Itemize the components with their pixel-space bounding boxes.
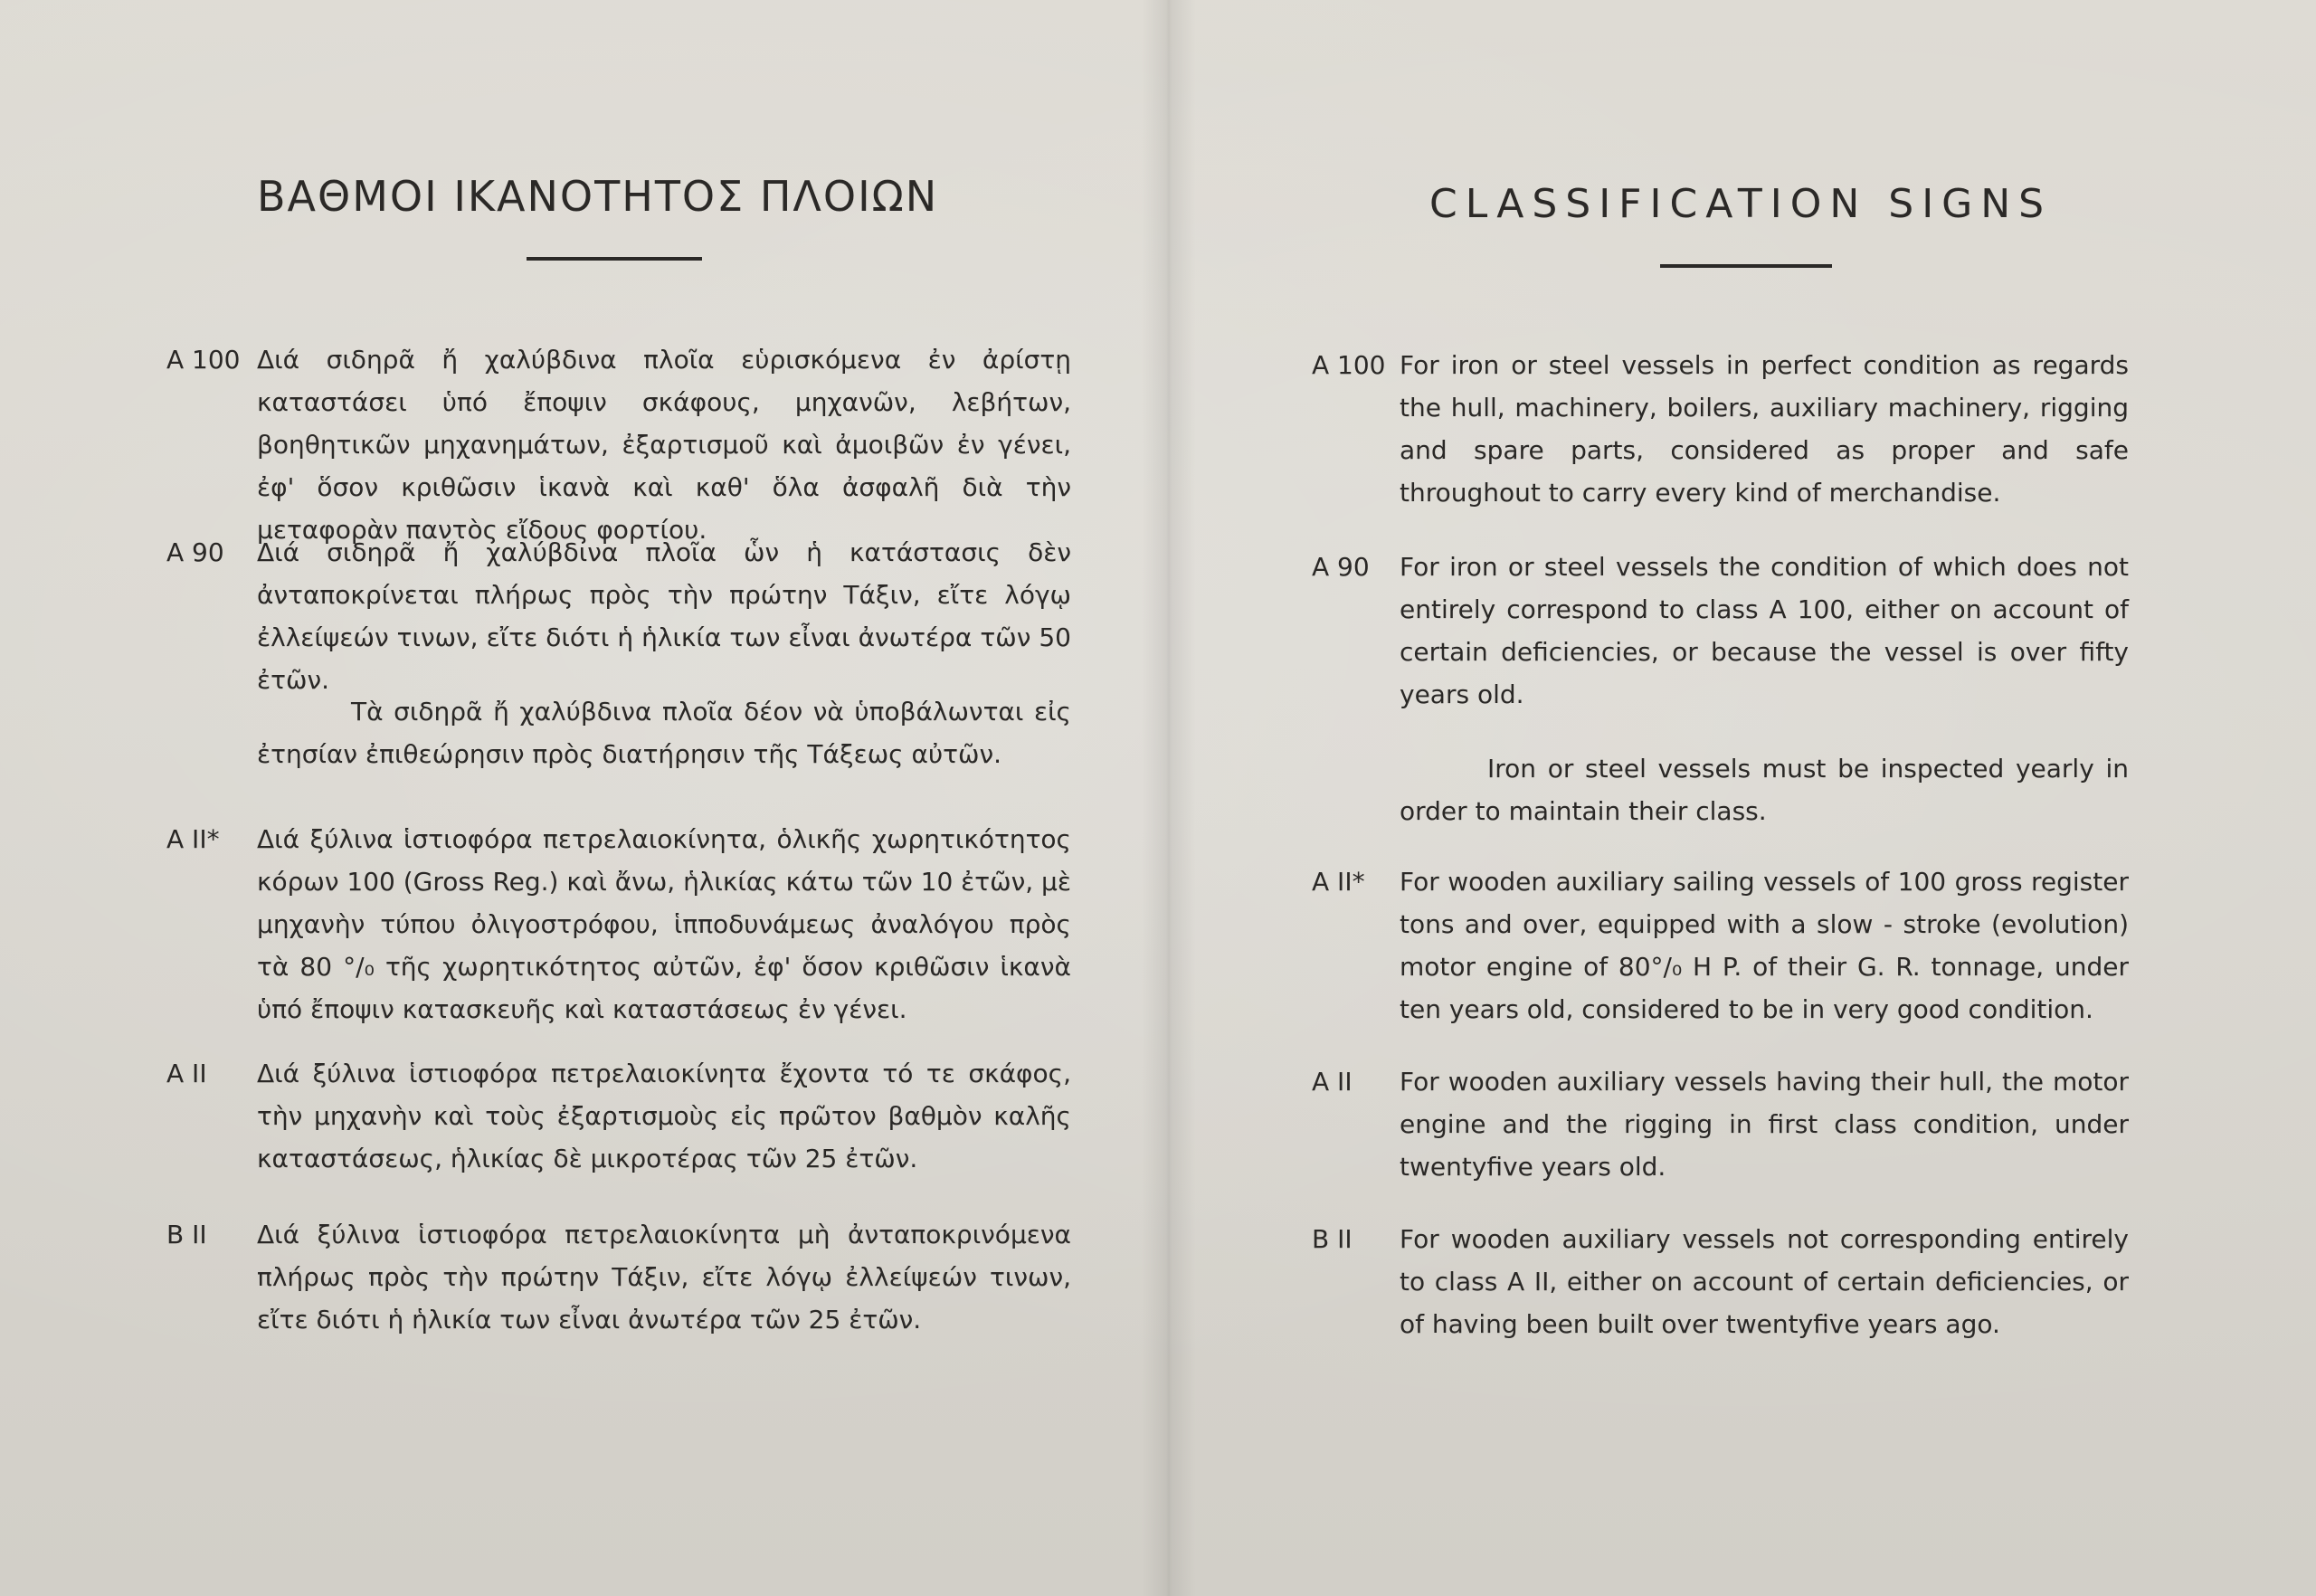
class-description: Διά ξύλινα ἱστιοφόρα πετρελαιοκίνητα μὴ ἀνταποκρινόμενα πλήρως πρὸς τὴν πρώτην Τάξιν, εἴτε λόγῳ ἐλλείψεών τινων, εἴτε διότι ἡ ἡλικία των εἶναι ἀνωτέρα τῶν 25 ἐτῶν. xyxy=(257,1220,1071,1335)
class-sign: A II xyxy=(1312,1067,1353,1097)
class-description: Διά ξύλινα ἱστιοφόρα πετρελαιοκίνητα ἔχοντα τό τε σκάφος, τὴν μηχανὴν καὶ τοὺς ἐξαρτισμοὺς εἰς πρῶτον βαθμὸν καλῆς καταστάσεως, ἡλικίας δὲ μικροτέρας τῶν 25 ἐτῶν. xyxy=(257,1059,1071,1173)
class-description: Διά σιδηρᾶ ἤ χαλύβδινα πλοῖα εὑρισκόμενα ἐν ἀρίστῃ καταστάσει ὑπό ἔποψιν σκάφους, μηχανῶν, λεβήτων, βοηθητικῶν μηχανημάτων, ἐξαρτισμοῦ καὶ ἀμοιβῶν ἐν γένει, ἐφ' ὅσον κριθῶσιν ἱκανὰ καὶ καθ' ὅλα ἀσφαλῆ διὰ τὴν μεταφορὰν παντὸς εἴδους φορτίου. xyxy=(257,345,1071,545)
class-description: For iron or steel vessels in perfect condition as regards the hull, machinery, boilers, auxiliary machinery, rigging and spare parts, considered as proper and safe throughout to carry every kind of merchandise. xyxy=(1400,350,2129,508)
class-sign: A II* xyxy=(166,824,220,854)
right-page-title: CLASSIFICATION SIGNS xyxy=(1429,181,2053,227)
class-description: Διά σιδηρᾶ ἤ χαλύβδινα πλοῖα ὧν ἡ κατάστασις δὲν ἀνταποκρίνεται πλήρως πρὸς τὴν πρώτην Τάξιν, εἴτε λόγῳ ἐλλείψεών τινων, εἴτε διότι ἡ ἡλικία των εἶναι ἀνωτέρα τῶν 50 ἐτῶν. xyxy=(257,537,1071,695)
right-title-rule xyxy=(1660,264,1832,268)
class-description: For wooden auxiliary vessels having their hull, the motor engine and the rigging in first class condition, under twentyfive years old. xyxy=(1400,1067,2129,1182)
left-inspection-note: Τὰ σιδηρᾶ ἤ χαλύβδινα πλοῖα δέον νὰ ὑποβάλωνται εἰς ἐτησίαν ἐπιθεώρησιν πρὸς διατήρησιν τῆς Τάξεως αὐτῶν. xyxy=(257,697,1071,769)
class-description: For wooden auxiliary sailing vessels of 100 gross register tons and over, equipped with a slow - stroke (evolution) motor engine of 80°/₀ H P. of their G. R. tonnage, under ten years old, considered to be in very good condition. xyxy=(1400,867,2129,1024)
class-sign: A II* xyxy=(1312,867,1365,897)
class-sign: A 100 xyxy=(1312,350,1386,380)
right-inspection-note: Iron or steel vessels must be inspected yearly in order to maintain their class. xyxy=(1400,754,2129,826)
class-description: For iron or steel vessels the condition of which does not entirely correspond to class A 100, either on account of certain deficiencies, or because the vessel is over fifty years old. xyxy=(1400,552,2129,709)
class-sign: B II xyxy=(166,1220,207,1249)
class-sign: B II xyxy=(1312,1224,1353,1254)
class-sign: A 90 xyxy=(1312,552,1370,582)
left-title-rule xyxy=(527,257,702,261)
class-sign: A II xyxy=(166,1059,207,1088)
right-page xyxy=(1158,0,2316,1596)
class-description: For wooden auxiliary vessels not corresponding entirely to class A II, either on account of certain deficiencies, or of having been built over twentyfive years ago. xyxy=(1400,1224,2129,1339)
left-page-title: ΒΑΘΜΟΙ ΙΚΑΝΟΤΗΤΟΣ ΠΛΟΙΩΝ xyxy=(257,172,939,221)
class-sign: A 100 xyxy=(166,345,241,375)
class-description: Διά ξύλινα ἱστιοφόρα πετρελαιοκίνητα, ὁλικῆς χωρητικότητος κόρων 100 (Gross Reg.) καὶ ἄνω, ἡλικίας κάτω τῶν 10 ἐτῶν, μὲ μηχανὴν τύπου ὀλιγοστρόφου, ἱπποδυνάμεως ἀναλόγου πρὸς τὰ 80 °/₀ τῆς χωρητικότητος αὐτῶν, ἐφ' ὅσον κριθῶσιν ἱκανὰ ὑπό ἔποψιν κατασκευῆς καὶ καταστάσεως ἐν γένει. xyxy=(257,824,1071,1024)
class-sign: A 90 xyxy=(166,537,224,567)
